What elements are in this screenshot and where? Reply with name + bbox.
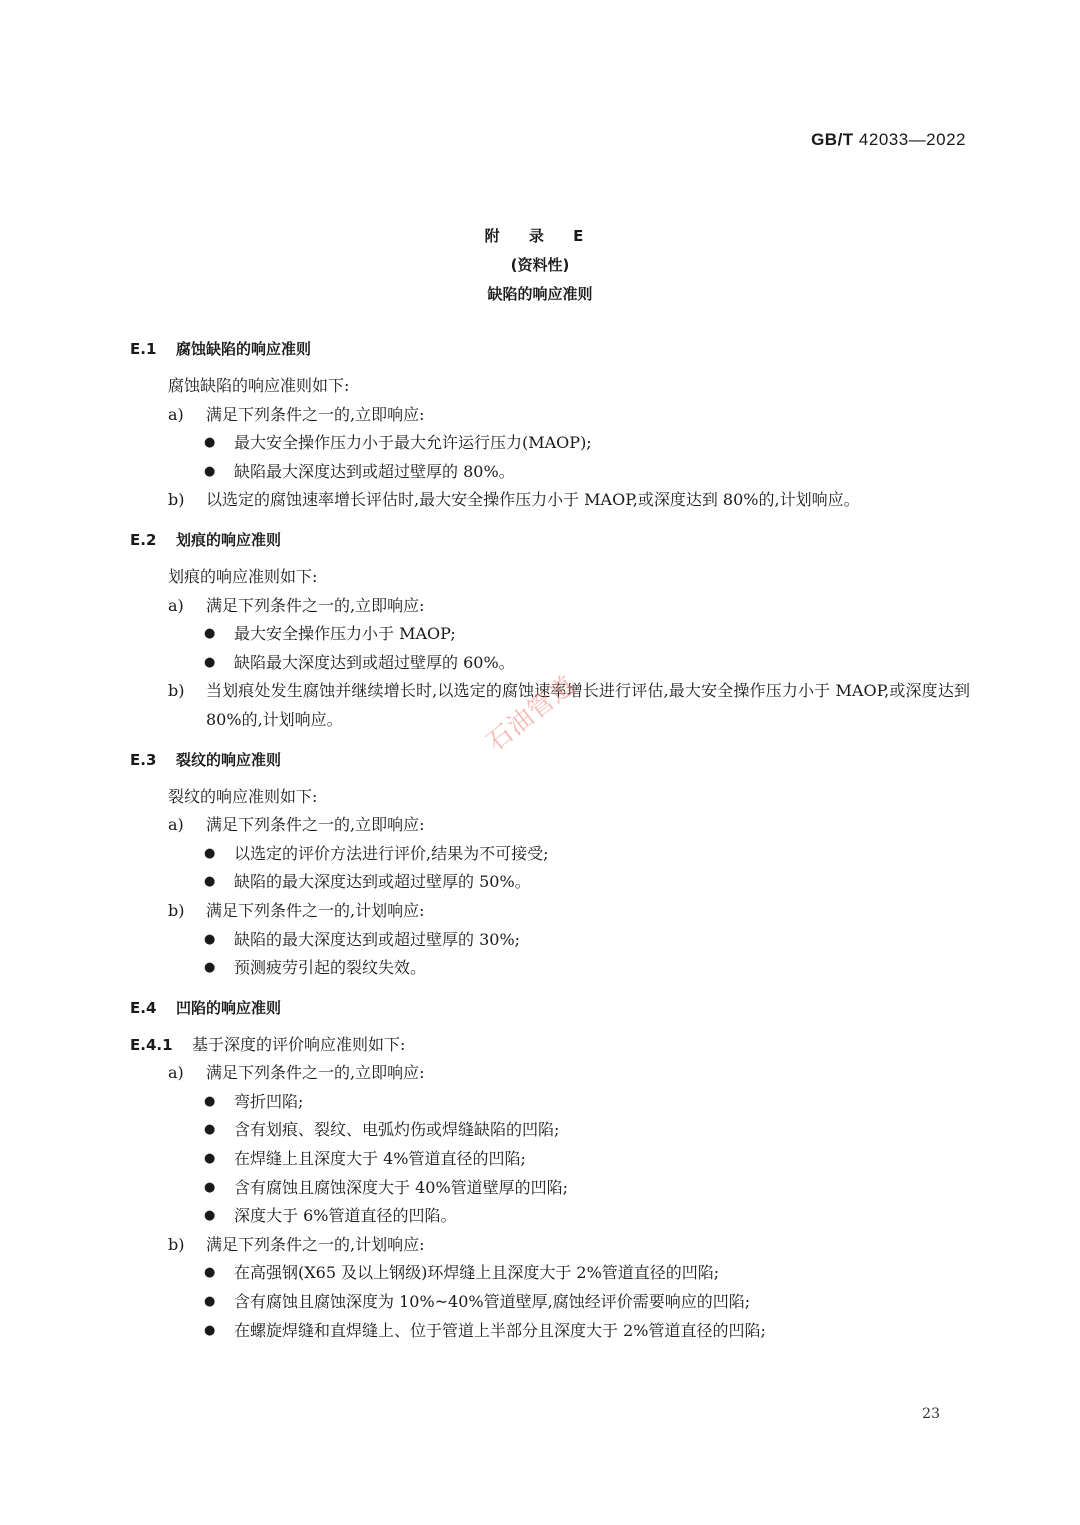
section-intro: 裂纹的响应准则如下: [168, 786, 318, 806]
item-marker: a) [168, 1063, 184, 1083]
bullet-text: 缺陷的最大深度达到或超过壁厚的 50%。 [234, 872, 531, 892]
bullet-icon: ● [204, 1294, 216, 1310]
item-marker: b) [168, 490, 185, 510]
bullet-icon: ● [204, 463, 216, 479]
bullet-item [130, 429, 970, 458]
bullet-text: 在高强钢(X65 及以上钢级)环焊缝上且深度大于 2%管道直径的凹陷; [234, 1263, 720, 1283]
bullet-item [130, 1259, 970, 1288]
item-marker: a) [168, 404, 184, 424]
page-number: 23 [922, 1406, 940, 1422]
bullet-item [130, 1288, 970, 1317]
list-item [130, 1231, 970, 1260]
bullet-item [130, 1088, 970, 1117]
item-marker: b) [168, 900, 185, 920]
list-item [130, 592, 970, 621]
bullet-item [130, 840, 970, 869]
section-title: 凹陷的响应准则 [176, 998, 282, 1017]
item-text: 满足下列条件之一的,计划响应: [206, 1234, 425, 1254]
section-number: E.1 [130, 340, 157, 358]
watermark: 石油管道 [481, 669, 581, 757]
section-heading [130, 335, 970, 363]
bullet-text: 在焊缝上且深度大于 4%管道直径的凹陷; [234, 1149, 526, 1169]
bullet-text: 预测疲劳引起的裂纹失效。 [234, 958, 427, 978]
bullet-item [130, 954, 970, 983]
item-marker: a) [168, 815, 184, 835]
bullet-icon: ● [204, 435, 216, 451]
section-title: 腐蚀缺陷的响应准则 [176, 340, 312, 358]
section-heading [130, 526, 970, 554]
item-text: 当划痕处发生腐蚀并继续增长时,以选定的腐蚀速率增长进行评估,最大安全操作压力小于 MAOP,或深度达到 80%的,计划响应。 [206, 681, 970, 729]
item-text: 满足下列条件之一的,立即响应: [206, 595, 425, 615]
bullet-item [130, 458, 970, 487]
bullet-icon: ● [204, 1179, 216, 1195]
bullet-item [130, 1116, 970, 1145]
list-item [130, 486, 970, 515]
bullet-icon: ● [204, 626, 216, 642]
bullet-icon: ● [204, 931, 216, 947]
bullet-text: 深度大于 6%管道直径的凹陷。 [234, 1206, 457, 1226]
bullet-icon: ● [204, 960, 216, 976]
standard-number: 42033—2022 [858, 130, 966, 149]
annex-titles [0, 222, 1080, 309]
bullet-icon: ● [204, 1122, 216, 1138]
list-item [130, 811, 970, 840]
section-number: E.3 [130, 750, 157, 769]
bullet-item [130, 1145, 970, 1174]
bullet-icon: ● [204, 874, 216, 890]
standard-code [811, 130, 966, 150]
standard-prefix: GB/T [811, 130, 854, 149]
annex-title: 附 录 E [484, 227, 596, 245]
section-number: E.4 [130, 998, 157, 1017]
list-item [130, 897, 970, 926]
item-marker: b) [168, 1234, 185, 1254]
bullet-item [130, 620, 970, 649]
bullet-icon: ● [204, 845, 216, 861]
item-text: 满足下列条件之一的,立即响应: [206, 815, 425, 835]
bullet-text: 缺陷最大深度达到或超过壁厚的 60%。 [234, 652, 515, 672]
bullet-item [130, 1202, 970, 1231]
bullet-text: 含有划痕、裂纹、电弧灼伤或焊缝缺陷的凹陷; [234, 1120, 560, 1140]
bullet-text: 最大安全操作压力小于 MAOP; [234, 624, 456, 644]
item-text: 以选定的腐蚀速率增长评估时,最大安全操作压力小于 MAOP,或深度达到 80%的,计划响应。 [206, 490, 860, 510]
bullet-text: 缺陷最大深度达到或超过壁厚的 80%。 [234, 461, 515, 481]
section-intro: 腐蚀缺陷的响应准则如下: [168, 376, 350, 395]
section-intro: 划痕的响应准则如下: [168, 566, 318, 586]
bullet-item [130, 1174, 970, 1203]
section-number: E.2 [130, 530, 157, 549]
section-title: 裂纹的响应准则 [176, 750, 282, 769]
bullet-text: 在螺旋焊缝和直焊缝上、位于管道上半部分且深度大于 2%管道直径的凹陷; [234, 1320, 766, 1340]
list-item [130, 1059, 970, 1088]
subsection-text: 基于深度的评价响应准则如下: [192, 1034, 406, 1054]
section-title: 划痕的响应准则 [176, 530, 282, 549]
bullet-text: 含有腐蚀且腐蚀深度为 10%~40%管道壁厚,腐蚀经评价需要响应的凹陷; [234, 1292, 751, 1312]
bullet-item [130, 1317, 970, 1346]
item-text: 满足下列条件之一的,立即响应: [206, 1063, 425, 1083]
list-item [130, 401, 970, 430]
bullet-text: 弯折凹陷; [234, 1091, 304, 1111]
bullet-icon: ● [204, 654, 216, 670]
bullet-icon: ● [204, 1208, 216, 1224]
bullet-icon: ● [204, 1151, 216, 1167]
document-body [130, 335, 970, 1345]
annex-nature: (资料性) [510, 256, 570, 274]
item-marker: b) [168, 681, 185, 701]
bullet-text: 缺陷的最大深度达到或超过壁厚的 30%; [234, 929, 521, 949]
bullet-item [130, 926, 970, 955]
item-text: 满足下列条件之一的,立即响应: [206, 404, 425, 424]
item-marker: a) [168, 595, 184, 615]
item-text: 满足下列条件之一的,计划响应: [206, 900, 425, 920]
annex-main-title: 缺陷的响应准则 [487, 285, 593, 303]
subsection-heading [130, 1031, 970, 1060]
bullet-text: 以选定的评价方法进行评价,结果为不可接受; [234, 843, 549, 863]
subsection-number: E.4.1 [130, 1035, 173, 1054]
bullet-icon: ● [204, 1093, 216, 1109]
bullet-icon: ● [204, 1322, 216, 1338]
bullet-icon: ● [204, 1265, 216, 1281]
bullet-item [130, 868, 970, 897]
bullet-text: 含有腐蚀且腐蚀深度大于 40%管道壁厚的凹陷; [234, 1177, 569, 1197]
bullet-text: 最大安全操作压力小于最大允许运行压力(MAOP); [234, 433, 592, 453]
section-heading [130, 994, 970, 1022]
section-heading [130, 746, 970, 774]
